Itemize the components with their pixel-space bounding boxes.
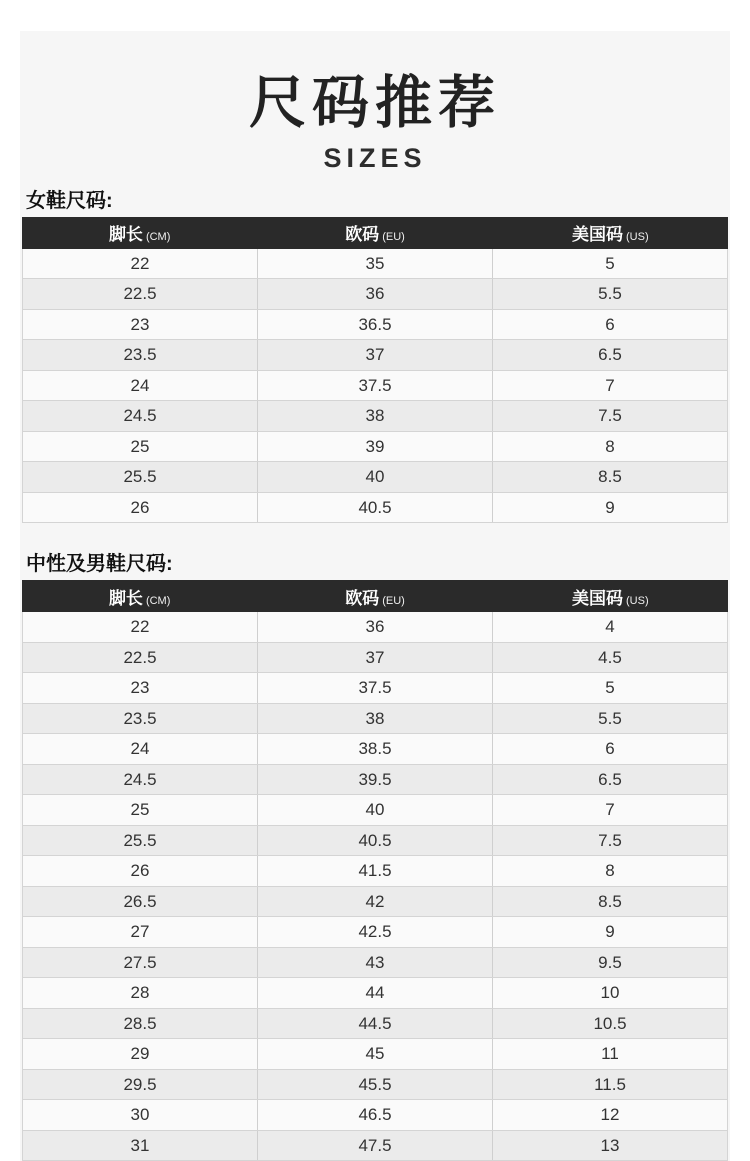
size-cell: 9 xyxy=(605,922,615,942)
table-row xyxy=(23,279,727,310)
size-cell: 6 xyxy=(605,739,615,759)
table-row xyxy=(23,856,727,887)
size-cell: 5.5 xyxy=(598,708,622,728)
women-table-body xyxy=(23,249,727,524)
size-cell: 46.5 xyxy=(258,1100,493,1130)
table-row xyxy=(23,978,727,1009)
column-header-foot-length xyxy=(22,220,257,245)
table-row xyxy=(23,401,727,432)
size-cell: 6.5 xyxy=(598,769,622,789)
table-row xyxy=(23,493,727,524)
table-row xyxy=(23,371,727,402)
column-header-unit: (EU) xyxy=(382,594,405,607)
table-row xyxy=(23,643,727,674)
size-cell: 38 xyxy=(258,704,493,734)
size-cell: 7.5 xyxy=(598,406,622,426)
size-cell: 22.5 xyxy=(23,279,258,309)
table-row xyxy=(23,310,727,341)
size-cell: 8.5 xyxy=(598,467,622,487)
size-cell: 36 xyxy=(258,279,493,309)
size-cell: 22 xyxy=(23,612,258,642)
size-cell: 28 xyxy=(23,978,258,1008)
size-cell: 13 xyxy=(600,1135,620,1155)
column-header-us-size xyxy=(493,220,728,245)
column-header-label: 脚长 xyxy=(108,588,143,608)
column-header-label: 欧码 xyxy=(345,588,380,608)
table-row xyxy=(23,948,727,979)
size-cell: 24.5 xyxy=(23,765,258,795)
size-cell: 40.5 xyxy=(258,493,493,523)
column-header-unit: (EU) xyxy=(382,231,405,244)
size-cell: 23.5 xyxy=(23,704,258,734)
size-cell: 22.5 xyxy=(23,643,258,673)
size-cell: 36 xyxy=(258,612,493,642)
table-row xyxy=(23,249,727,280)
size-cell: 29.5 xyxy=(23,1070,258,1100)
size-cell: 37.5 xyxy=(258,673,493,703)
table-row xyxy=(23,917,727,948)
size-cell: 36.5 xyxy=(258,310,493,340)
size-cell: 25 xyxy=(23,432,258,462)
size-cell: 9 xyxy=(605,497,615,517)
size-cell: 7.5 xyxy=(598,830,622,850)
size-cell: 23.5 xyxy=(23,340,258,370)
size-cell: 25.5 xyxy=(23,826,258,856)
table-row xyxy=(23,826,727,857)
size-cell: 9.5 xyxy=(598,952,622,972)
section-label-women: 女鞋尺码: xyxy=(26,189,113,212)
size-cell: 25 xyxy=(23,795,258,825)
size-cell: 11.5 xyxy=(594,1074,626,1094)
size-cell: 22 xyxy=(23,249,258,279)
table-row xyxy=(23,340,727,371)
size-cell: 43 xyxy=(258,948,493,978)
size-cell: 5.5 xyxy=(598,284,622,304)
size-cell: 4 xyxy=(605,617,615,637)
size-cell: 5 xyxy=(605,678,615,698)
size-cell: 23 xyxy=(23,673,258,703)
size-cell: 8 xyxy=(605,861,615,881)
size-cell: 40 xyxy=(258,795,493,825)
size-cell: 24 xyxy=(23,734,258,764)
size-cell: 7 xyxy=(605,800,615,820)
size-cell: 10 xyxy=(600,983,620,1003)
column-header-label: 美国码 xyxy=(572,225,624,245)
size-cell: 35 xyxy=(258,249,493,279)
size-cell: 37.5 xyxy=(258,371,493,401)
page-title: 尺码推荐 xyxy=(249,71,501,135)
size-cell: 40 xyxy=(258,462,493,492)
men-size-table xyxy=(22,580,728,1161)
column-header-eu-size xyxy=(257,220,492,245)
column-header-eu-size xyxy=(257,584,492,609)
table-row xyxy=(23,734,727,765)
table-row xyxy=(23,1131,727,1161)
size-cell: 45 xyxy=(258,1039,493,1069)
table-row xyxy=(23,1009,727,1040)
table-row xyxy=(23,612,727,643)
size-cell: 41.5 xyxy=(258,856,493,886)
size-cell: 8 xyxy=(605,436,615,456)
column-header-unit: (CM) xyxy=(145,594,171,607)
size-cell: 6.5 xyxy=(598,345,622,365)
table-row xyxy=(23,1039,727,1070)
table-row xyxy=(23,673,727,704)
column-header-us-size xyxy=(493,584,728,609)
table-row xyxy=(23,462,727,493)
size-cell: 10.5 xyxy=(593,1013,627,1033)
size-cell: 26.5 xyxy=(23,887,258,917)
size-cell: 42.5 xyxy=(258,917,493,947)
men-table-header xyxy=(22,580,728,612)
size-cell: 37 xyxy=(258,340,493,370)
column-header-label: 美国码 xyxy=(572,588,624,608)
size-cell: 47.5 xyxy=(258,1131,493,1161)
column-header-unit: (CM) xyxy=(145,231,171,244)
size-cell: 8.5 xyxy=(598,891,622,911)
size-cell: 39 xyxy=(258,432,493,462)
size-cell: 40.5 xyxy=(258,826,493,856)
women-size-table xyxy=(22,217,728,524)
size-cell: 27 xyxy=(23,917,258,947)
size-cell: 24 xyxy=(23,371,258,401)
size-cell: 44.5 xyxy=(258,1009,493,1039)
size-cell: 44 xyxy=(258,978,493,1008)
size-cell: 38.5 xyxy=(258,734,493,764)
size-chart-panel xyxy=(20,31,730,1161)
column-header-unit: (US) xyxy=(626,231,649,244)
size-cell: 45.5 xyxy=(258,1070,493,1100)
size-cell: 5 xyxy=(605,253,615,273)
size-cell: 6 xyxy=(605,314,615,334)
column-header-unit: (US) xyxy=(626,594,649,607)
men-table-body xyxy=(23,612,727,1161)
size-cell: 38 xyxy=(258,401,493,431)
size-cell: 31 xyxy=(23,1131,258,1161)
size-cell: 23 xyxy=(23,310,258,340)
size-cell: 30 xyxy=(23,1100,258,1130)
size-cell: 27.5 xyxy=(23,948,258,978)
size-cell: 39.5 xyxy=(258,765,493,795)
table-row xyxy=(23,432,727,463)
column-header-foot-length xyxy=(22,584,257,609)
table-row xyxy=(23,1070,727,1101)
size-cell: 29 xyxy=(23,1039,258,1069)
size-cell: 4.5 xyxy=(598,647,622,667)
size-cell: 7 xyxy=(605,375,615,395)
table-row xyxy=(23,765,727,796)
table-row xyxy=(23,704,727,735)
column-header-label: 欧码 xyxy=(345,225,380,245)
table-row xyxy=(23,795,727,826)
section-label-unisex-men: 中性及男鞋尺码: xyxy=(26,553,173,576)
size-cell: 25.5 xyxy=(23,462,258,492)
page-subtitle: SIZES xyxy=(323,142,427,173)
column-header-label: 脚长 xyxy=(108,225,143,245)
women-table-header xyxy=(22,217,728,249)
size-cell: 37 xyxy=(258,643,493,673)
size-cell: 42 xyxy=(258,887,493,917)
size-cell: 26 xyxy=(23,493,258,523)
size-cell: 11 xyxy=(601,1044,619,1064)
table-row xyxy=(23,887,727,918)
size-cell: 24.5 xyxy=(23,401,258,431)
table-row xyxy=(23,1100,727,1131)
size-cell: 28.5 xyxy=(23,1009,258,1039)
size-cell: 12 xyxy=(600,1105,620,1125)
size-cell: 26 xyxy=(23,856,258,886)
